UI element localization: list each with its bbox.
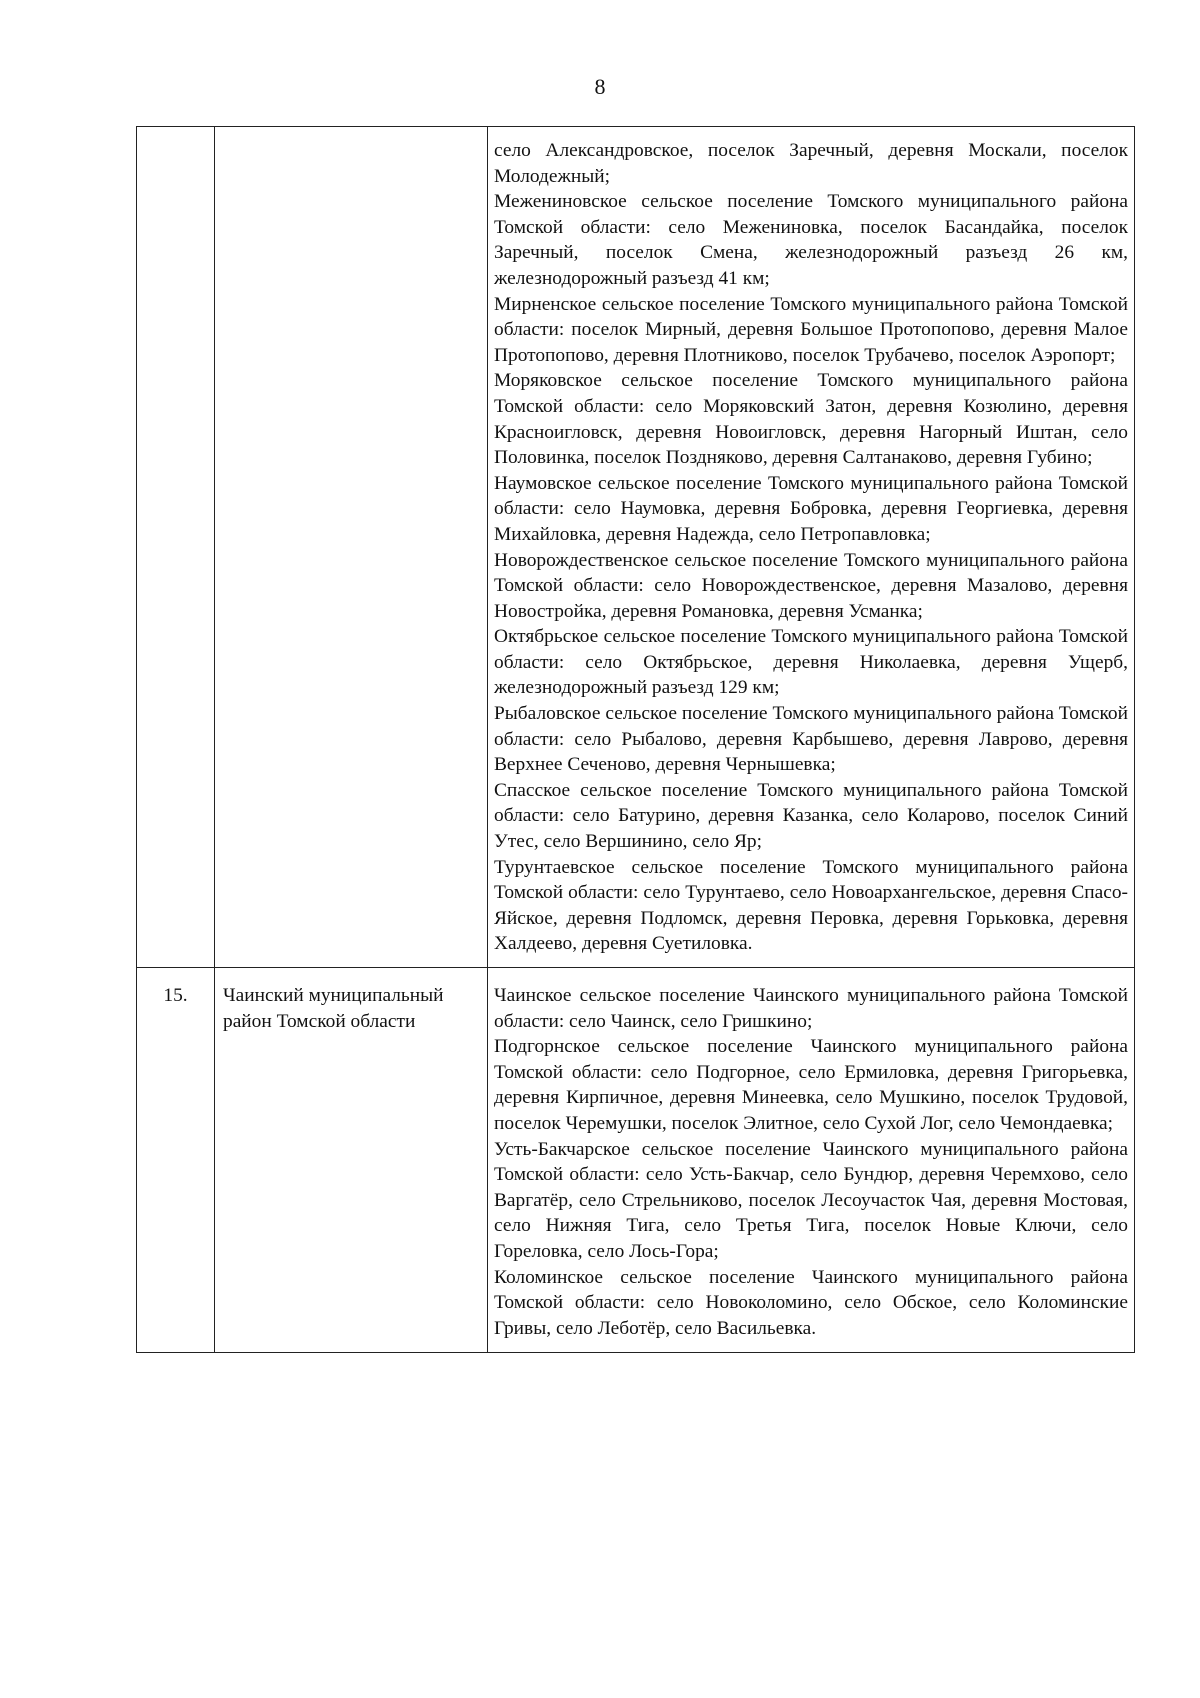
settlements-cell [488,127,1135,968]
settlement-entry: село Александровское, поселок Заречный, деревня Москали, поселок Молодежный; [494,140,1128,187]
settlement-entry: Октябрьское сельское поселение Томского муниципального района Томской области: село Октябрьское, деревня Николаевка, деревня Ущерб, железнодорожный разъезд 129 км; [494,626,1128,699]
district-cell: Чаинский муниципальный район Томской области [215,968,488,1353]
district-cell [215,127,488,968]
settlement-entry: Чаинское сельское поселение Чаинского муниципального района Томской области: село Чаинск, село Гришкино; [494,985,1128,1032]
page-number: 8 [594,74,606,99]
settlement-entry: Усть-Бакчарское сельское поселение Чаинского муниципального района Томской области: село Усть-Бакчар, село Бундюр, деревня Черемхово, село Варгатёр, село Стрельниково, поселок Лесоучасток Чая, деревня Мостовая, село Нижняя Тига, село Третья Тига, поселок Новые Ключи, село Гореловка, село Лось-Гора; [494,1138,1128,1262]
settlement-entry: Коломинское сельское поселение Чаинского муниципального района Томской области: село Новоколомино, село Обское, село Коломинские Гривы, село Леботёр, село Васильевка. [494,1266,1128,1339]
settlement-entry: Межениновское сельское поселение Томского муниципального района Томской области: село Межениновка, поселок Басандайка, поселок Заречный, поселок Смена, железнодорожный разъезд 26 км, железнодорожный разъезд 41 км; [494,191,1128,289]
table-row [137,968,1135,1353]
row-number-cell: 15. [137,968,215,1353]
settlement-entry: Турунтаевское сельское поселение Томского муниципального района Томской области: село Турунтаево, село Новоархангельское, деревня Спасо-Яйское, деревня Подломск, деревня Перовка, деревня Горьковка, деревня Халдеево, деревня Суетиловка. [494,856,1128,955]
settlement-entry: Подгорнское сельское поселение Чаинского муниципального района Томской области: село Подгорное, село Ермиловка, деревня Григорьевка, деревня Кирпичное, деревня Минеевка, село Мушкино, поселок Трудовой, поселок Черемушки, поселок Элитное, село Сухой Лог, село Чемондаевка; [494,1036,1128,1134]
settlement-entry: Наумовское сельское поселение Томского муниципального района Томской области: село Наумовка, деревня Бобровка, деревня Георгиевка, деревня Михайловка, деревня Надежда, село Петропавловка; [494,472,1128,545]
settlement-entry: Рыбаловское сельское поселение Томского муниципального района Томской области: село Рыбалово, деревня Карбышево, деревня Лаврово, деревня Верхнее Сеченово, деревня Чернышевка; [494,703,1128,776]
settlement-entry: Спасское сельское поселение Томского муниципального района Томской области: село Батурино, деревня Казанка, село Коларово, поселок Синий Утес, село Вершинино, село Яр; [494,779,1128,853]
settlement-entry: Мирненское сельское поселение Томского муниципального района Томской области: поселок Мирный, деревня Большое Протопопово, деревня Малое Протопопово, деревня Плотниково, поселок Трубачево, поселок Аэропорт; [494,293,1128,366]
settlement-entry: Новорождественское сельское поселение Томского муниципального района Томской области: село Новорождественское, деревня Мазалово, деревня Новостройка, деревня Романовка, деревня Усманка; [494,549,1128,622]
settlement-entry: Моряковское сельское поселение Томского муниципального района Томской области: село Моряковский Затон, деревня Козюлино, деревня Красноигловск, деревня Новоигловск, деревня Нагорный Иштан, село Половинка, поселок Поздняково, деревня Салтанаково, деревня Губино; [494,370,1128,469]
settlements-table [136,126,1135,1353]
table-row [137,127,1135,968]
settlements-cell [488,968,1135,1353]
row-number-cell [137,127,215,968]
